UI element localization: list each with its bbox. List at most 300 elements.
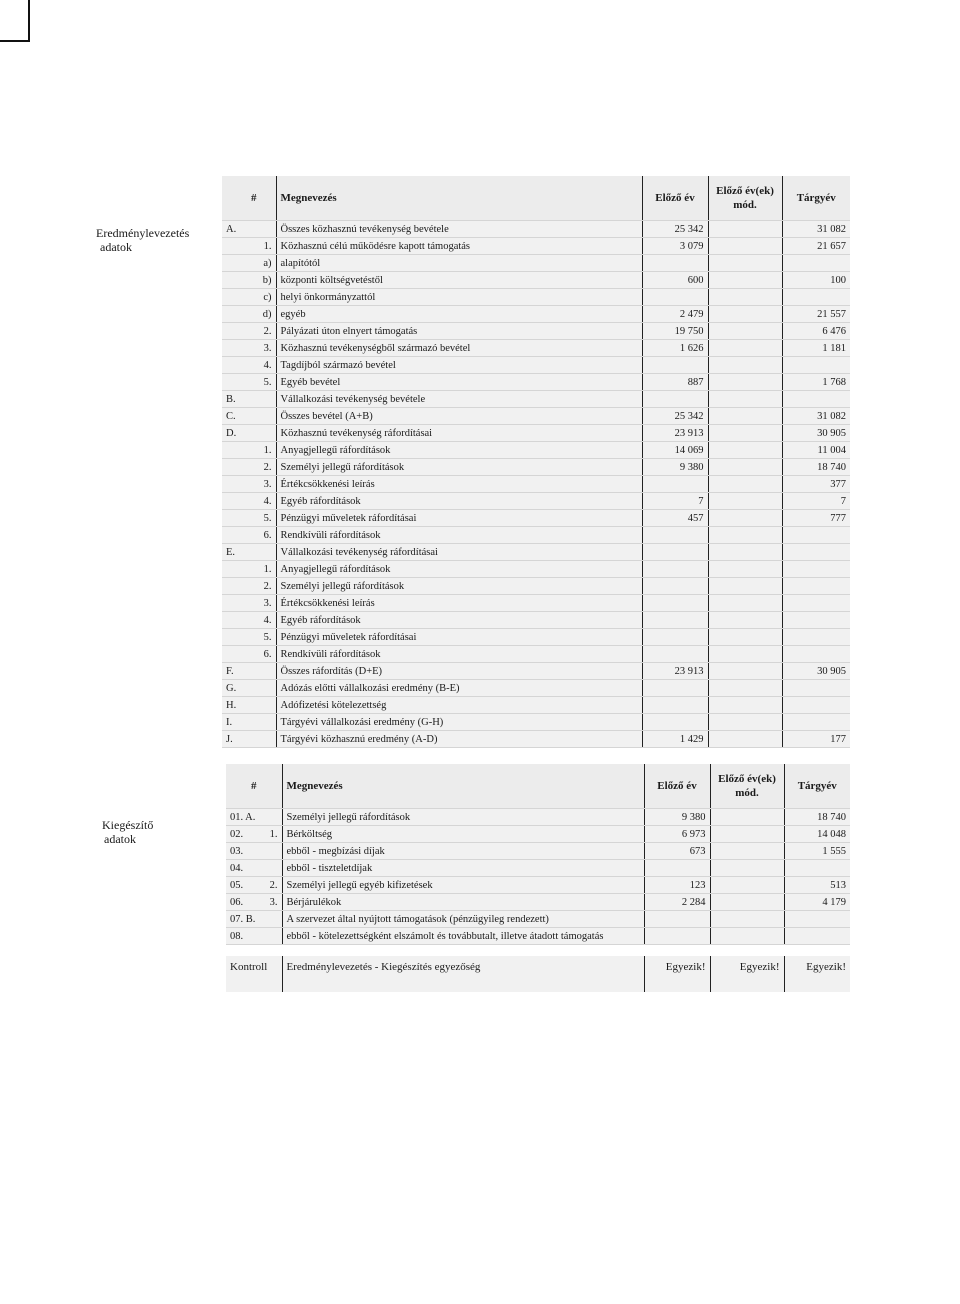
row-code — [222, 612, 236, 629]
table-row — [222, 272, 850, 289]
row-subcode — [236, 425, 276, 442]
row-name: Közhasznú tevékenység ráfordításai — [276, 425, 642, 442]
row-subcode — [236, 408, 276, 425]
row-current-year: 7 — [782, 493, 850, 510]
row-prev-year: 3 079 — [642, 238, 708, 255]
row-current-year: 21 657 — [782, 238, 850, 255]
row-subcode: 3. — [236, 476, 276, 493]
row-current-year: 31 082 — [782, 408, 850, 425]
table-row — [226, 928, 850, 945]
section-label-kiegeszito — [102, 818, 153, 846]
table-row — [222, 374, 850, 391]
row-subcode: 3. — [262, 894, 282, 911]
row-current-year — [782, 527, 850, 544]
row-name: Értékcsökkenési leírás — [276, 595, 642, 612]
header-current-year: Tárgyév — [784, 764, 850, 809]
row-name: A szervezet által nyújtott támogatások (pénzügyileg rendezett) — [282, 911, 644, 928]
row-prev-year — [642, 527, 708, 544]
kontroll-table — [226, 956, 850, 992]
row-name: Összes ráfordítás (D+E) — [276, 663, 642, 680]
row-prev-mod — [708, 306, 782, 323]
row-subcode: 2. — [236, 578, 276, 595]
kontroll-spacer-row — [226, 978, 850, 992]
row-subcode — [236, 391, 276, 408]
row-name: egyéb — [276, 306, 642, 323]
row-subcode: a) — [236, 255, 276, 272]
table-row — [222, 221, 850, 238]
row-code: E. — [222, 544, 236, 561]
row-code: 06. — [226, 894, 262, 911]
row-name: Egyéb bevétel — [276, 374, 642, 391]
row-prev-year: 2 284 — [644, 894, 710, 911]
row-code: D. — [222, 425, 236, 442]
row-prev-mod — [708, 221, 782, 238]
row-code: F. — [222, 663, 236, 680]
kontroll-curr: Egyezik! — [784, 956, 850, 978]
header-prev-year: Előző év — [644, 764, 710, 809]
header-prev-year: Előző év — [642, 176, 708, 221]
kontroll-prev: Egyezik! — [644, 956, 710, 978]
row-prev-mod — [708, 680, 782, 697]
row-prev-year: 1 626 — [642, 340, 708, 357]
row-name: Adófizetési kötelezettség — [276, 697, 642, 714]
row-prev-year: 1 429 — [642, 731, 708, 748]
row-code — [222, 578, 236, 595]
table-row — [222, 680, 850, 697]
row-name: Rendkívüli ráfordítások — [276, 646, 642, 663]
table-row — [226, 843, 850, 860]
row-prev-mod — [710, 894, 784, 911]
row-subcode — [236, 714, 276, 731]
row-current-year: 30 905 — [782, 663, 850, 680]
table-row — [226, 809, 850, 826]
row-prev-year: 9 380 — [644, 809, 710, 826]
table-row — [222, 544, 850, 561]
section-label-line: adatok — [100, 240, 132, 254]
row-name: Anyagjellegű ráfordítások — [276, 442, 642, 459]
row-prev-mod — [708, 238, 782, 255]
row-name: Pénzügyi műveletek ráfordításai — [276, 629, 642, 646]
row-name: Tárgyévi vállalkozási eredmény (G-H) — [276, 714, 642, 731]
header-num: # — [226, 764, 282, 809]
row-code: G. — [222, 680, 236, 697]
row-code: 02. — [226, 826, 262, 843]
row-prev-year: 23 913 — [642, 425, 708, 442]
table-row — [222, 306, 850, 323]
row-prev-year: 25 342 — [642, 221, 708, 238]
row-code: J. — [222, 731, 236, 748]
table-row — [222, 629, 850, 646]
row-current-year — [782, 255, 850, 272]
table-row — [222, 323, 850, 340]
row-code — [222, 340, 236, 357]
row-prev-year: 19 750 — [642, 323, 708, 340]
table-header-row — [226, 764, 850, 809]
row-name: ebből - tiszteletdíjak — [282, 860, 644, 877]
row-current-year — [782, 629, 850, 646]
row-name: Bérjárulékok — [282, 894, 644, 911]
row-current-year: 18 740 — [784, 809, 850, 826]
row-name: Személyi jellegű ráfordítások — [282, 809, 644, 826]
row-subcode: b) — [236, 272, 276, 289]
row-code: 01. A. — [226, 809, 262, 826]
row-prev-mod — [708, 646, 782, 663]
table-row — [226, 894, 850, 911]
row-subcode: 5. — [236, 510, 276, 527]
row-prev-mod — [708, 323, 782, 340]
row-prev-mod — [708, 697, 782, 714]
section-label-line: Eredménylevezetés — [96, 226, 190, 240]
row-name: helyi önkormányzattól — [276, 289, 642, 306]
row-prev-year — [642, 544, 708, 561]
row-subcode: c) — [236, 289, 276, 306]
row-code — [222, 255, 236, 272]
row-current-year — [782, 714, 850, 731]
table-row — [222, 408, 850, 425]
row-name: ebből - megbízási díjak — [282, 843, 644, 860]
row-prev-mod — [708, 612, 782, 629]
row-code — [222, 357, 236, 374]
row-subcode: 1. — [236, 442, 276, 459]
table-row — [222, 561, 850, 578]
row-code — [222, 493, 236, 510]
row-name: Személyi jellegű egyéb kifizetések — [282, 877, 644, 894]
row-current-year — [782, 680, 850, 697]
row-current-year — [782, 289, 850, 306]
row-code: H. — [222, 697, 236, 714]
row-current-year — [782, 561, 850, 578]
row-prev-year — [642, 578, 708, 595]
row-prev-year: 457 — [642, 510, 708, 527]
row-current-year — [784, 928, 850, 945]
row-subcode: 4. — [236, 612, 276, 629]
row-prev-mod — [708, 731, 782, 748]
row-name: Pénzügyi műveletek ráfordításai — [276, 510, 642, 527]
row-subcode: 3. — [236, 340, 276, 357]
row-subcode: 4. — [236, 493, 276, 510]
row-prev-mod — [708, 374, 782, 391]
table-row — [222, 425, 850, 442]
row-code — [222, 323, 236, 340]
table-row — [222, 255, 850, 272]
row-prev-year: 14 069 — [642, 442, 708, 459]
row-subcode — [236, 697, 276, 714]
table-row — [222, 238, 850, 255]
section-label-line: adatok — [104, 832, 136, 846]
row-current-year: 1 181 — [782, 340, 850, 357]
row-subcode — [236, 731, 276, 748]
row-prev-mod — [708, 272, 782, 289]
row-code — [222, 595, 236, 612]
row-prev-year — [642, 714, 708, 731]
row-current-year: 177 — [782, 731, 850, 748]
row-subcode — [236, 663, 276, 680]
row-prev-mod — [708, 578, 782, 595]
row-code — [222, 629, 236, 646]
scan-corner-mark — [0, 0, 30, 42]
table-row — [222, 697, 850, 714]
row-name: alapítótól — [276, 255, 642, 272]
row-prev-year: 6 973 — [644, 826, 710, 843]
row-prev-mod — [708, 408, 782, 425]
table-row — [222, 646, 850, 663]
row-prev-year — [642, 629, 708, 646]
row-current-year: 1 555 — [784, 843, 850, 860]
row-code: I. — [222, 714, 236, 731]
row-prev-mod — [710, 877, 784, 894]
row-current-year: 18 740 — [782, 459, 850, 476]
table-row — [226, 860, 850, 877]
row-current-year: 31 082 — [782, 221, 850, 238]
table-row — [222, 340, 850, 357]
row-name: Személyi jellegű ráfordítások — [276, 578, 642, 595]
row-prev-year: 600 — [642, 272, 708, 289]
row-name: Pályázati úton elnyert támogatás — [276, 323, 642, 340]
row-prev-mod — [710, 826, 784, 843]
row-prev-year — [642, 289, 708, 306]
row-name: Tagdíjból származó bevétel — [276, 357, 642, 374]
row-code: B. — [222, 391, 236, 408]
row-subcode: 6. — [236, 646, 276, 663]
row-code — [222, 238, 236, 255]
row-current-year — [782, 578, 850, 595]
row-name: ebből - kötelezettségként elszámolt és továbbutalt, illetve átadott támogatás — [282, 928, 644, 945]
row-prev-year — [642, 612, 708, 629]
section-label-line: Kiegészítő — [102, 818, 154, 832]
row-prev-mod — [710, 928, 784, 945]
row-prev-mod — [708, 340, 782, 357]
header-name: Megnevezés — [282, 764, 644, 809]
row-subcode: 2. — [262, 877, 282, 894]
table-row — [222, 476, 850, 493]
row-prev-year — [642, 595, 708, 612]
row-code — [222, 510, 236, 527]
table-row — [222, 493, 850, 510]
row-subcode: 5. — [236, 629, 276, 646]
row-current-year — [782, 646, 850, 663]
row-prev-year — [642, 680, 708, 697]
row-prev-mod — [708, 663, 782, 680]
row-prev-year — [642, 391, 708, 408]
header-prev-mod: Előző év(ek) mód. — [710, 764, 784, 809]
row-prev-year: 9 380 — [642, 459, 708, 476]
row-name: Közhasznú tevékenységből származó bevétel — [276, 340, 642, 357]
row-code — [222, 527, 236, 544]
row-name: Összes közhasznú tevékenység bevétele — [276, 221, 642, 238]
row-subcode: 6. — [236, 527, 276, 544]
row-subcode: d) — [236, 306, 276, 323]
row-prev-year: 2 479 — [642, 306, 708, 323]
row-subcode: 5. — [236, 374, 276, 391]
row-name: Anyagjellegű ráfordítások — [276, 561, 642, 578]
row-name: központi költségvetéstől — [276, 272, 642, 289]
row-prev-year: 7 — [642, 493, 708, 510]
row-current-year — [782, 391, 850, 408]
row-current-year: 11 004 — [782, 442, 850, 459]
row-name: Egyéb ráfordítások — [276, 493, 642, 510]
row-current-year: 30 905 — [782, 425, 850, 442]
row-prev-mod — [708, 459, 782, 476]
row-code — [222, 646, 236, 663]
row-code: C. — [222, 408, 236, 425]
row-current-year: 100 — [782, 272, 850, 289]
header-name: Megnevezés — [276, 176, 642, 221]
row-subcode: 2. — [236, 323, 276, 340]
row-name: Tárgyévi közhasznú eredmény (A-D) — [276, 731, 642, 748]
row-prev-mod — [708, 561, 782, 578]
table-row — [222, 527, 850, 544]
row-prev-mod — [708, 510, 782, 527]
row-subcode: 4. — [236, 357, 276, 374]
row-current-year: 6 476 — [782, 323, 850, 340]
section-label-eredmeny — [96, 226, 189, 254]
row-code — [222, 272, 236, 289]
table-row — [222, 510, 850, 527]
row-subcode: 3. — [236, 595, 276, 612]
table-row — [222, 612, 850, 629]
row-code: A. — [222, 221, 236, 238]
row-current-year — [784, 860, 850, 877]
row-code: 05. — [226, 877, 262, 894]
table-row — [222, 663, 850, 680]
row-prev-year — [642, 561, 708, 578]
row-code — [222, 561, 236, 578]
table-row — [222, 391, 850, 408]
row-prev-mod — [710, 809, 784, 826]
row-prev-mod — [708, 476, 782, 493]
table-row — [222, 459, 850, 476]
table-row — [222, 289, 850, 306]
row-name: Közhasznú célú működésre kapott támogatás — [276, 238, 642, 255]
header-num: # — [222, 176, 276, 221]
row-code — [222, 442, 236, 459]
row-subcode: 1. — [236, 238, 276, 255]
row-subcode — [236, 544, 276, 561]
row-prev-mod — [708, 425, 782, 442]
table-row — [226, 911, 850, 928]
row-prev-year — [642, 646, 708, 663]
kontroll-name: Eredménylevezetés - Kiegészítés egyezőség — [282, 956, 644, 978]
row-prev-year — [644, 911, 710, 928]
row-name: Személyi jellegű ráfordítások — [276, 459, 642, 476]
row-prev-year — [644, 860, 710, 877]
row-current-year — [784, 911, 850, 928]
row-prev-mod — [708, 714, 782, 731]
row-current-year — [782, 357, 850, 374]
row-current-year: 377 — [782, 476, 850, 493]
row-prev-year — [644, 928, 710, 945]
row-current-year: 1 768 — [782, 374, 850, 391]
row-subcode — [262, 843, 282, 860]
table-row — [222, 578, 850, 595]
kontroll-label: Kontroll — [230, 961, 268, 973]
row-prev-year: 673 — [644, 843, 710, 860]
row-prev-mod — [708, 255, 782, 272]
row-subcode — [262, 860, 282, 877]
row-code: 08. — [226, 928, 262, 945]
row-name: Vállalkozási tevékenység bevétele — [276, 391, 642, 408]
row-prev-mod — [710, 911, 784, 928]
row-prev-mod — [708, 442, 782, 459]
row-current-year: 513 — [784, 877, 850, 894]
header-prev-mod: Előző év(ek) mód. — [708, 176, 782, 221]
row-subcode — [262, 911, 282, 928]
row-prev-mod — [708, 544, 782, 561]
row-current-year: 777 — [782, 510, 850, 527]
row-code — [222, 289, 236, 306]
row-prev-year: 25 342 — [642, 408, 708, 425]
row-current-year: 21 557 — [782, 306, 850, 323]
row-code — [222, 374, 236, 391]
table-row — [222, 442, 850, 459]
row-prev-year — [642, 255, 708, 272]
row-name: Egyéb ráfordítások — [276, 612, 642, 629]
table-row — [226, 877, 850, 894]
row-prev-year — [642, 476, 708, 493]
row-code: 07. B. — [226, 911, 262, 928]
row-prev-year: 23 913 — [642, 663, 708, 680]
row-subcode: 1. — [236, 561, 276, 578]
row-current-year: 14 048 — [784, 826, 850, 843]
row-name: Vállalkozási tevékenység ráfordításai — [276, 544, 642, 561]
row-prev-year: 887 — [642, 374, 708, 391]
table-row — [226, 826, 850, 843]
row-subcode — [236, 221, 276, 238]
row-current-year — [782, 697, 850, 714]
row-current-year — [782, 612, 850, 629]
row-prev-mod — [710, 860, 784, 877]
row-prev-mod — [708, 595, 782, 612]
table-row — [222, 357, 850, 374]
row-name: Bérköltség — [282, 826, 644, 843]
kontroll-mod: Egyezik! — [710, 956, 784, 978]
row-subcode — [262, 928, 282, 945]
row-name: Adózás előtti vállalkozási eredmény (B-E) — [276, 680, 642, 697]
kontroll-row — [226, 956, 850, 978]
table-header-row — [222, 176, 850, 221]
row-subcode — [236, 680, 276, 697]
row-current-year — [782, 595, 850, 612]
eredmeny-table — [222, 176, 850, 748]
row-prev-mod — [708, 493, 782, 510]
row-subcode: 1. — [262, 826, 282, 843]
row-prev-year: 123 — [644, 877, 710, 894]
header-current-year: Tárgyév — [782, 176, 850, 221]
kiegeszito-table — [226, 764, 850, 945]
row-name: Összes bevétel (A+B) — [276, 408, 642, 425]
row-subcode: 2. — [236, 459, 276, 476]
row-prev-mod — [708, 391, 782, 408]
row-prev-mod — [708, 629, 782, 646]
row-current-year: 4 179 — [784, 894, 850, 911]
row-code — [222, 476, 236, 493]
row-prev-mod — [708, 289, 782, 306]
table-row — [222, 714, 850, 731]
row-prev-mod — [708, 527, 782, 544]
row-code — [222, 306, 236, 323]
row-code: 04. — [226, 860, 262, 877]
row-current-year — [782, 544, 850, 561]
row-prev-year — [642, 697, 708, 714]
row-prev-mod — [710, 843, 784, 860]
row-code — [222, 459, 236, 476]
row-subcode — [262, 809, 282, 826]
row-name: Rendkívüli ráfordítások — [276, 527, 642, 544]
table-row — [222, 595, 850, 612]
row-code: 03. — [226, 843, 262, 860]
row-prev-year — [642, 357, 708, 374]
table-row — [222, 731, 850, 748]
